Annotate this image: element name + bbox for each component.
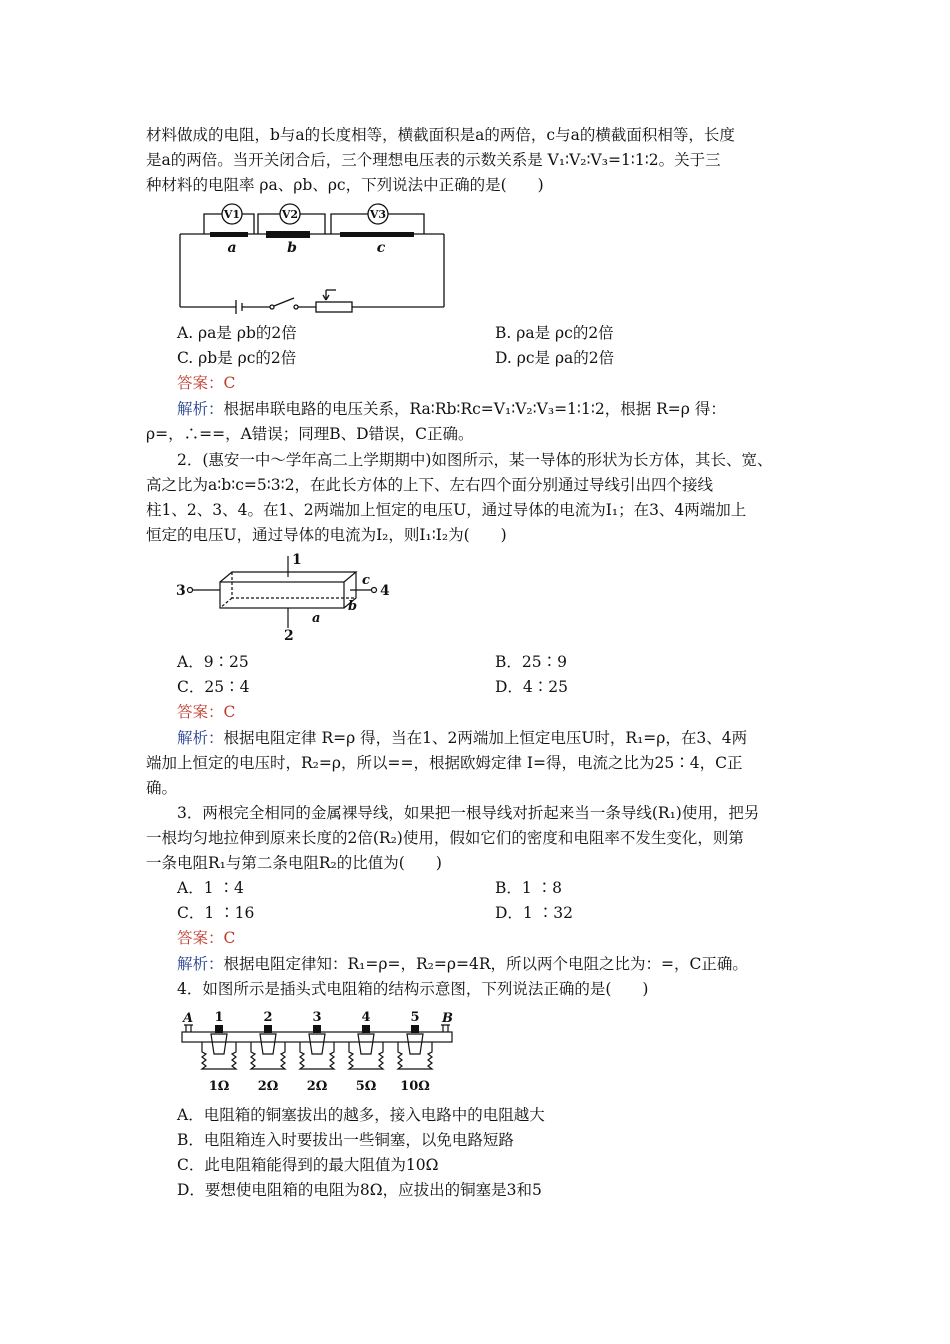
q1-answer: 答案：C bbox=[177, 374, 236, 392]
q2-line-2: 高之比为a∶b∶c=5∶3∶2，在此长方体的上下、左右四个面分别通过导线引出四个接线 bbox=[146, 476, 714, 494]
analysis-label: 解析： bbox=[177, 729, 224, 747]
q1-option-d: D. ρc是 ρa的2倍 bbox=[495, 349, 615, 367]
q1-analysis-line-2: ρ=，∴==，A错误；同理B、D错误，C正确。 bbox=[146, 425, 474, 443]
q2-option-b: B．25∶9 bbox=[495, 653, 567, 671]
resistance-label: 1Ω bbox=[208, 1079, 230, 1094]
terminal-label: 3 bbox=[176, 583, 186, 599]
q1-line-3: 种材料的电阻率 ρa、ρb、ρc，下列说法中正确的是( ) bbox=[146, 176, 544, 194]
plug-label: 4 bbox=[361, 1010, 371, 1025]
q3-option-d: D．1 ∶32 bbox=[495, 904, 573, 922]
q2-analysis-line-3: 确。 bbox=[146, 779, 178, 797]
end-label: B bbox=[442, 1011, 453, 1026]
q3-option-b: B．1 ∶8 bbox=[495, 879, 563, 897]
edge-label: c bbox=[362, 573, 370, 588]
meter-label: V3 bbox=[369, 208, 387, 221]
q2-option-d: D．4∶25 bbox=[495, 678, 569, 696]
edge-label: b bbox=[348, 599, 358, 614]
q2-option-c: C．25∶4 bbox=[177, 678, 250, 696]
q1-analysis-line-1 bbox=[177, 398, 847, 420]
q3-line-2: 一根均匀地拉伸到原来长度的2倍(R₂)使用，假如它们的密度和电阻率不发生变化，则第 bbox=[146, 829, 744, 847]
analysis-text: 根据电阻定律知：R₁=ρ=，R₂=ρ=4R，所以两个电阻之比为：=，C正确。 bbox=[223, 955, 748, 973]
q1-option-c: C. ρb是 ρc的2倍 bbox=[177, 349, 297, 367]
q3-line-1: 3．两根完全相同的金属裸导线，如果把一根导线对折起来当一条导线(R₁)使用，把另 bbox=[177, 804, 760, 822]
edge-label: a bbox=[312, 611, 321, 626]
analysis-text: 根据电阻定律 R=ρ 得，当在1、2两端加上恒定电压U时，R₁=ρ，在3、4两 bbox=[223, 729, 748, 747]
q2-analysis-line-1 bbox=[177, 727, 847, 749]
resistance-label: 5Ω bbox=[355, 1079, 377, 1094]
analysis-text: 根据串联电路的电压关系，Ra∶Rb∶Rc=V₁∶V₂∶V₃=1∶1∶2，根据 R=ρ 得： bbox=[223, 400, 726, 418]
terminal-label: 1 bbox=[292, 552, 302, 568]
plug-label: 2 bbox=[263, 1010, 273, 1025]
q4-option-c: C．此电阻箱能得到的最大阻值为10Ω bbox=[177, 1156, 439, 1174]
q1-option-a: A. ρa是 ρb的2倍 bbox=[177, 324, 297, 342]
resistor-label: b bbox=[287, 240, 297, 256]
q4-line-1: 4．如图所示是插头式电阻箱的结构示意图，下列说法正确的是( ) bbox=[177, 980, 649, 998]
q3-line-3: 一条电阻R₁与第二条电阻R₂的比值为( ) bbox=[146, 854, 442, 872]
q1-line-1: 材料做成的电阻，b与a的长度相等，横截面积是a的两倍，c与a的横截面积相等，长度 bbox=[146, 126, 735, 144]
q3-option-a: A．1 ∶4 bbox=[177, 879, 244, 897]
analysis-label: 解析： bbox=[177, 400, 224, 418]
resistance-label: 2Ω bbox=[306, 1079, 328, 1094]
q3-analysis-line-1 bbox=[177, 953, 847, 975]
q2-option-a: A．9∶25 bbox=[177, 653, 249, 671]
q2-line-1: 2．(惠安一中～学年高二上学期期中)如图所示，某一导体的形状为长方体，其长、宽、 bbox=[177, 451, 773, 469]
meter-label: V1 bbox=[223, 208, 241, 221]
q4-option-a: A．电阻箱的铜塞拔出的越多，接入电路中的电阻越大 bbox=[177, 1106, 545, 1124]
meter-label: V2 bbox=[281, 208, 299, 221]
plug-label: 5 bbox=[410, 1010, 420, 1025]
q1-option-b: B. ρa是 ρc的2倍 bbox=[495, 324, 614, 342]
terminal-label: 2 bbox=[284, 628, 294, 644]
q2-line-4: 恒定的电压U，通过导体的电流为I₂，则I₁∶I₂为( ) bbox=[146, 526, 507, 544]
q2-answer: 答案：C bbox=[177, 703, 236, 721]
q3-answer: 答案：C bbox=[177, 929, 236, 947]
q4-option-d: D．要想使电阻箱的电阻为8Ω，应拔出的铜塞是3和5 bbox=[177, 1181, 542, 1199]
q1-line-2: 是a的两倍。当开关闭合后，三个理想电压表的示数关系是 V₁∶V₂∶V₃=1∶1∶2。关于三 bbox=[146, 151, 721, 169]
q2-line-3: 柱1、2、3、4。在1、2两端加上恒定的电压U，通过导体的电流为I₁；在3、4两端加上 bbox=[146, 501, 747, 519]
q2-analysis-line-2: 端加上恒定的电压时，R₂=ρ，所以==，根据欧姆定律 I=得，电流之比为25∶4，C正 bbox=[146, 754, 743, 772]
q3-option-c: C．1 ∶16 bbox=[177, 904, 255, 922]
q2-cuboid-figure bbox=[176, 550, 396, 642]
q4-option-b: B．电阻箱连入时要拔出一些铜塞，以免电路短路 bbox=[177, 1131, 514, 1149]
resistor-label: c bbox=[376, 240, 386, 256]
plug-label: 3 bbox=[312, 1010, 322, 1025]
resistance-label: 10Ω bbox=[400, 1079, 430, 1094]
resistance-label: 2Ω bbox=[257, 1079, 279, 1094]
plug-label: 1 bbox=[214, 1010, 224, 1025]
analysis-label: 解析： bbox=[177, 955, 224, 973]
end-label: A bbox=[183, 1011, 194, 1026]
q4-resistance-box-figure bbox=[180, 1008, 456, 1094]
terminal-label: 4 bbox=[380, 583, 390, 599]
q1-circuit-figure bbox=[176, 200, 448, 315]
resistor-label: a bbox=[227, 240, 237, 256]
